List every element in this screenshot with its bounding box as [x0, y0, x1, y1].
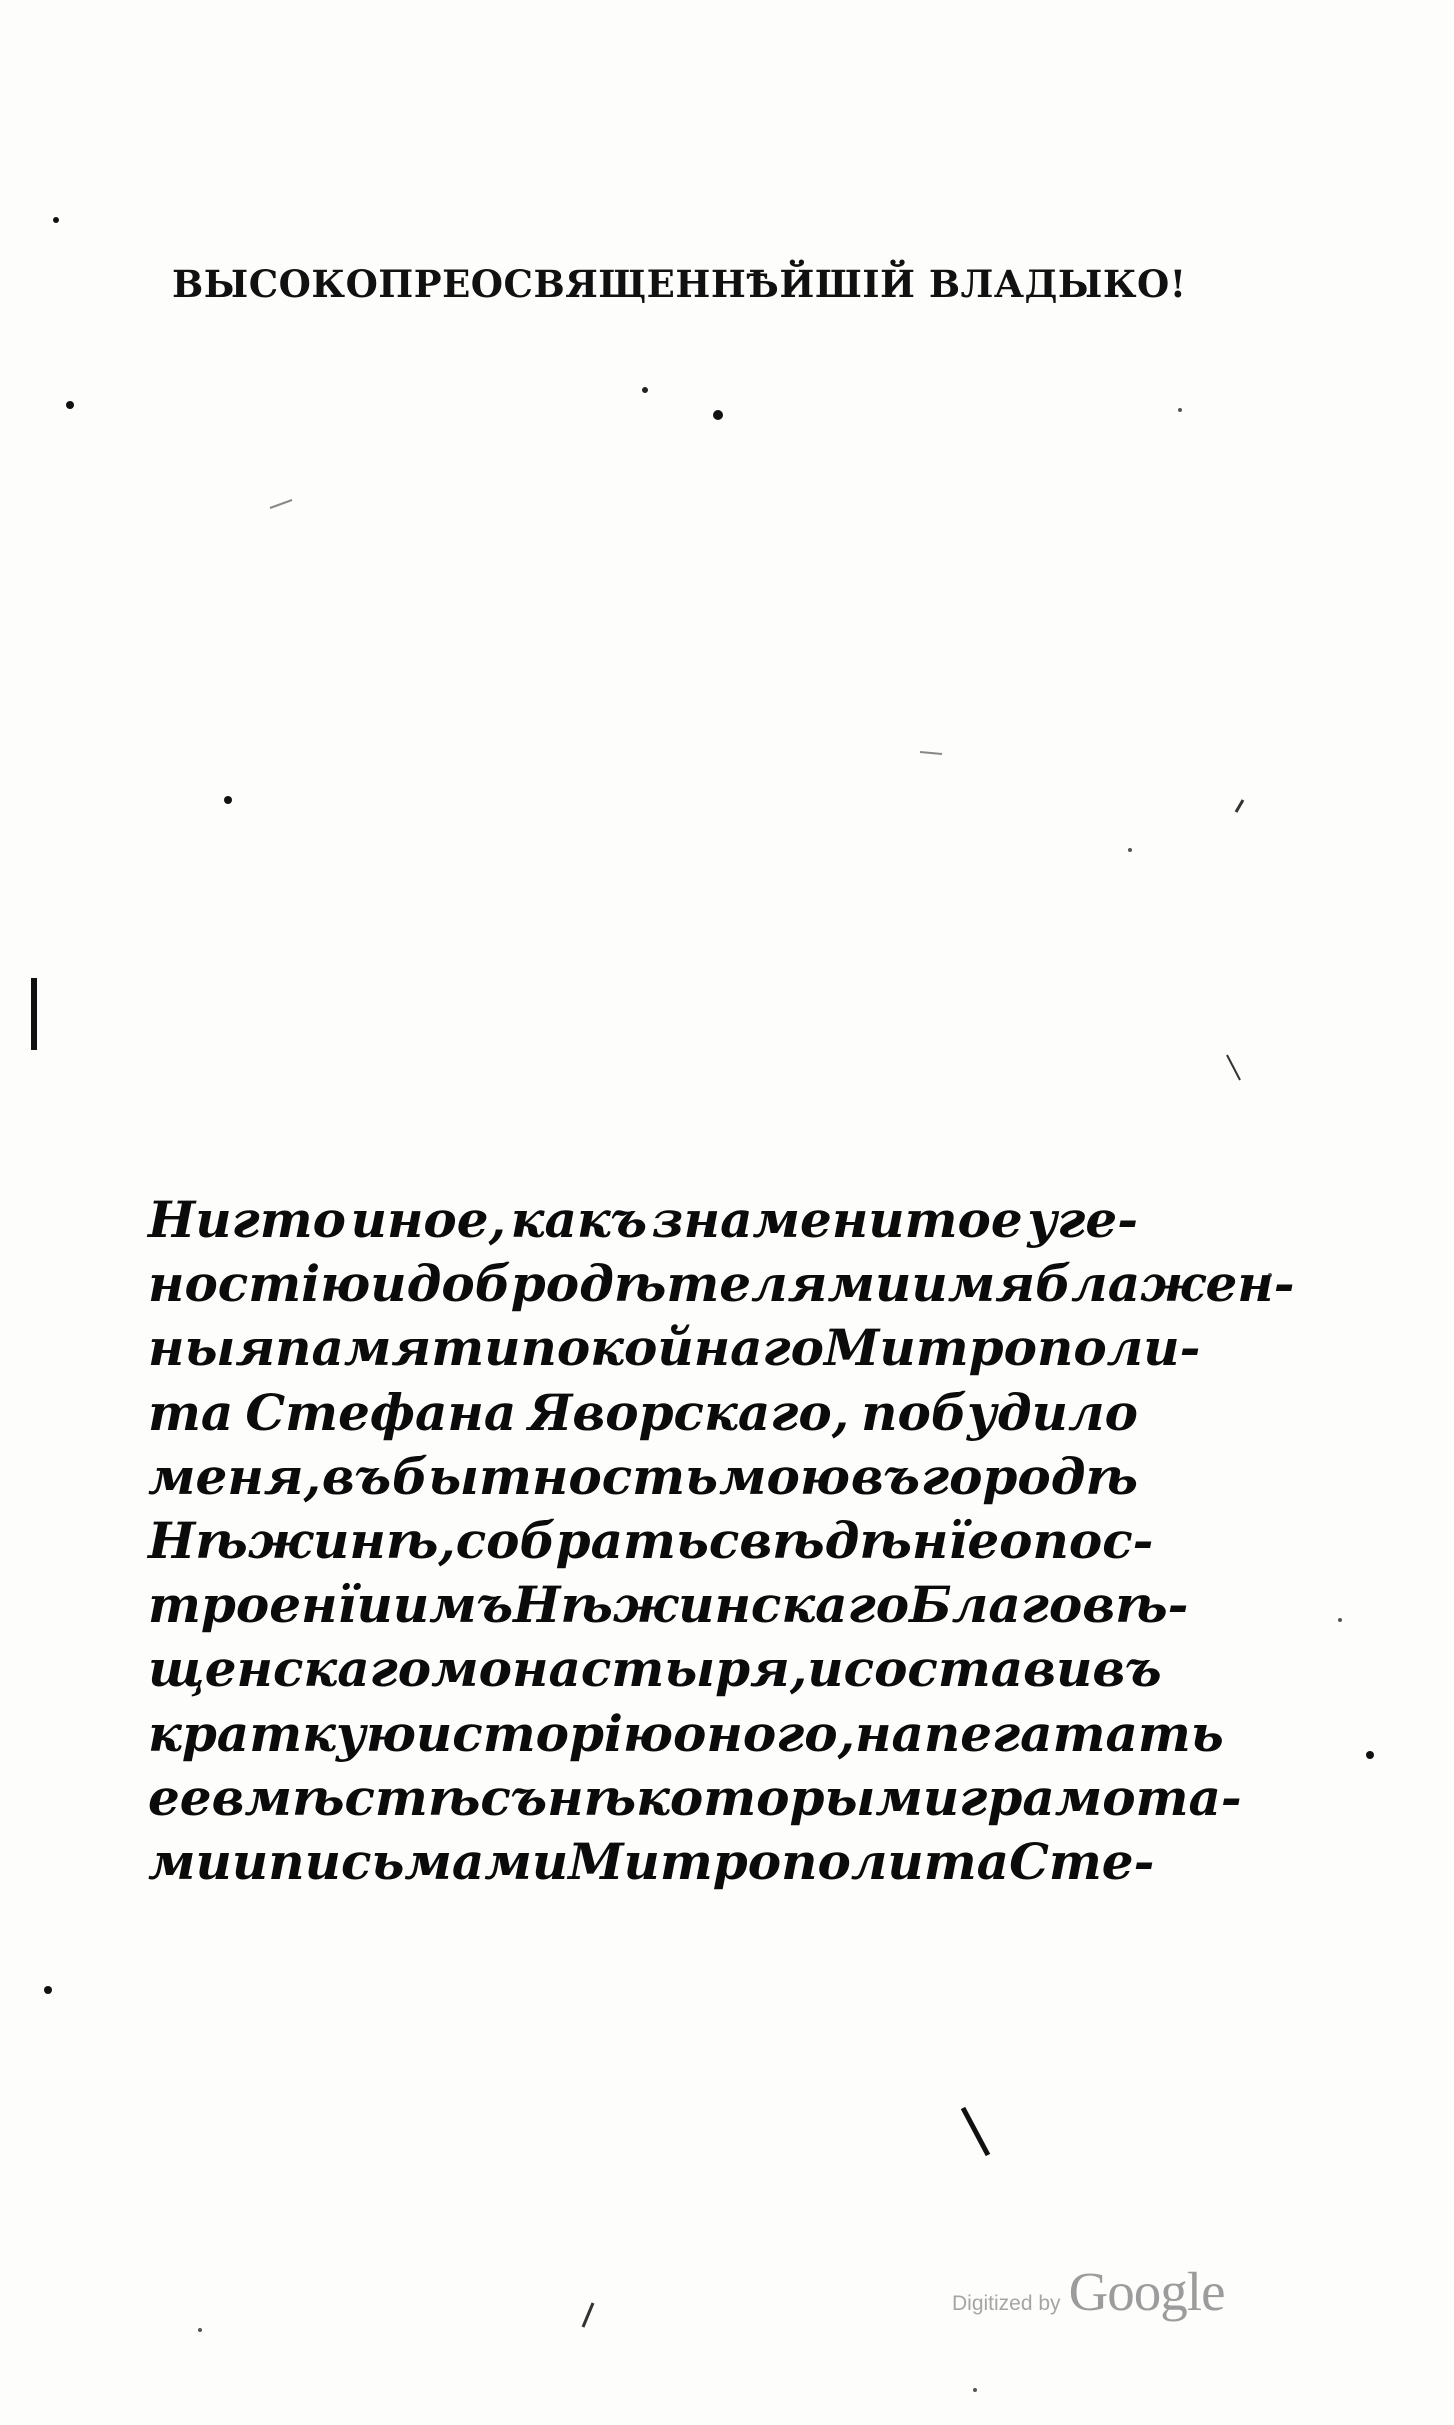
text-line	[148, 1381, 1138, 1445]
word: Сте-	[1009, 1831, 1155, 1891]
word: оного,	[673, 1703, 856, 1763]
word: письмами	[268, 1831, 569, 1891]
word: исторію	[415, 1703, 674, 1763]
word: Стефана	[245, 1382, 517, 1442]
word: краткую	[148, 1703, 416, 1763]
text-line	[148, 1637, 1162, 1701]
word: Благовѣ-	[909, 1575, 1189, 1635]
word: и	[807, 1639, 844, 1699]
word: ныя	[148, 1318, 276, 1378]
word: та	[148, 1382, 234, 1442]
text-line	[148, 1445, 1138, 1509]
word: бытность	[392, 1446, 719, 1506]
word: монастыря,	[431, 1639, 808, 1699]
text-line	[148, 1316, 1201, 1380]
word: пос-	[1032, 1510, 1154, 1570]
word: какъ	[510, 1190, 648, 1249]
word: о	[999, 1510, 1033, 1570]
word: городѣ	[920, 1446, 1138, 1506]
body-paragraph	[148, 1188, 1295, 1894]
word: вмѣстѣ	[211, 1767, 481, 1827]
word: грамота-	[959, 1767, 1242, 1827]
text-line	[148, 1252, 1295, 1316]
word: въ	[850, 1446, 921, 1506]
watermark-prefix: Digitized by	[952, 2292, 1061, 2315]
text-line	[148, 1509, 1154, 1573]
word: и	[231, 1831, 269, 1891]
text-line	[148, 1766, 1242, 1830]
word: побудило	[861, 1382, 1138, 1442]
word: Нѣжинскаго	[513, 1575, 910, 1635]
word: троенїи	[148, 1575, 393, 1635]
word: имя	[911, 1254, 1036, 1314]
word: Яворскаго,	[528, 1382, 850, 1442]
text-line	[148, 1830, 1155, 1894]
word: Нигто	[148, 1190, 346, 1249]
word: съ	[480, 1767, 548, 1827]
word: въ	[321, 1446, 392, 1506]
word: Митрополи-	[824, 1318, 1201, 1378]
word: и	[370, 1254, 407, 1314]
word: блажен-	[1035, 1254, 1295, 1314]
word: щенскаго	[148, 1639, 432, 1699]
word: ее	[148, 1767, 212, 1827]
word: ностію	[148, 1254, 371, 1314]
text-line	[148, 1188, 1138, 1252]
word: составивъ	[843, 1639, 1162, 1699]
word: покойнаго	[520, 1318, 825, 1378]
word: Нѣжинѣ,	[148, 1510, 456, 1570]
dedication-heading: ВЫСОКОПРЕОСВЯЩЕННѢЙШІЙ ВЛАДЫКО!	[172, 262, 1187, 306]
word: нѣкоторыми	[547, 1767, 960, 1827]
word: свѣдѣнїе	[708, 1510, 1000, 1570]
text-line	[148, 1702, 1224, 1766]
word: имъ	[392, 1575, 514, 1635]
word: памяти	[275, 1318, 521, 1378]
digitized-watermark	[952, 2260, 1224, 2323]
word: знаменитое	[651, 1190, 1023, 1249]
word: меня,	[148, 1446, 321, 1506]
google-logo: Google	[1068, 2261, 1225, 2322]
word: уге-	[1027, 1190, 1138, 1249]
word: напегатать	[855, 1703, 1224, 1763]
word: мою	[718, 1446, 850, 1506]
word: Митрополита	[568, 1831, 1010, 1891]
word: иное,	[350, 1190, 506, 1249]
word: добродѣтелями	[406, 1254, 912, 1314]
word: ми	[148, 1831, 232, 1891]
text-line	[148, 1573, 1189, 1637]
word: собрать	[455, 1510, 709, 1570]
